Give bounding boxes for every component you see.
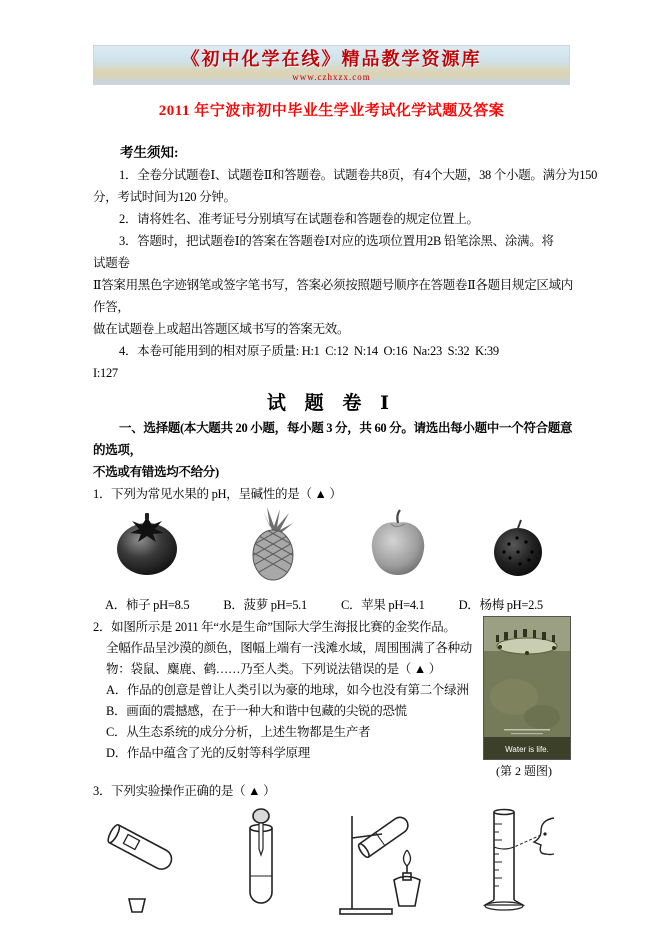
- multiple-choice-intro: [93, 417, 573, 483]
- q2-option-b: B．画面的震撼感，在于一种大和谐中包藏的尖锐的恐慌: [106, 704, 407, 718]
- notice-line: 2．请将姓名、准考证号分别填写在试题卷和答题卷的规定位置上。: [119, 212, 479, 226]
- q2-option-a: A．作品的创意是曾让人类引以为豪的地球，如今也没有第二个绿洲: [106, 683, 469, 697]
- q2-stem-line: 2．如图所示是 2011 年“水是生命”国际大学生海报比赛的金奖作品。: [93, 620, 456, 634]
- intro-line: 不选或有错选均不给分): [93, 465, 219, 479]
- notice-line: 1．全卷分试题卷Ⅰ、试题卷Ⅱ和答题卷。试题卷共8页，有4个大题，38 个小题。满分为150: [119, 168, 598, 182]
- q2-poster-image: [484, 617, 570, 759]
- notice-line: 做在试题卷上或超出答题区域书写的答案无效。: [93, 322, 350, 336]
- graduated-cylinder: [494, 812, 514, 900]
- document-title: 2011 年宁波市初中毕业生学业考试化学试题及答案: [158, 103, 505, 119]
- liquid-meniscus: [494, 847, 514, 849]
- pineapple-leaves: [263, 507, 293, 533]
- site-banner: [93, 45, 570, 85]
- bayberry-stem: [518, 520, 521, 528]
- lab-image-pour-solid-into-test-tube: [99, 807, 187, 924]
- notice-line: 分，考试时间为120 分钟。: [93, 190, 236, 204]
- fruit-image-persimmon: [111, 504, 183, 587]
- flame: [403, 850, 410, 866]
- eye: [543, 832, 546, 835]
- q1-option-c: C．苹果 pH=4.1: [340, 598, 425, 612]
- face-profile: [534, 818, 554, 855]
- q2-figure-caption: (第 2 题图): [496, 764, 552, 778]
- q1-option-b: B．菠萝 pH=5.1: [223, 598, 307, 612]
- alcohol-lamp-body: [394, 877, 420, 907]
- tilted-test-tube: [106, 823, 175, 872]
- poster-title-text: Water is life.: [505, 745, 549, 754]
- question-2: [93, 617, 570, 780]
- rubber-stopper: [129, 899, 145, 912]
- paper1-heading: 试 题 卷 Ⅰ: [266, 393, 397, 414]
- q2-option-c: C．从生态系统的成分分析，上述生物都是生产者: [106, 725, 371, 739]
- q1-options-row: [105, 595, 570, 613]
- q2-figure: [478, 617, 570, 780]
- q1-stem: 1．下列为常见水果的 pH，呈碱性的是（ ▲ ）: [93, 487, 342, 501]
- notice-heading: 考生须知:: [120, 145, 179, 160]
- q3-stem: 3．下列实验操作正确的是（ ▲ ）: [93, 784, 276, 798]
- fruit-image-pineapple: [237, 504, 309, 587]
- intro-line: 的选项，: [93, 443, 142, 457]
- intro-line: 一、选择题(本大题共 20 小题，每小题 3 分，共 60 分。请选出每小题中一个符合题意: [119, 421, 573, 435]
- q2-stem-line: 全幅作品呈沙漠的颜色，图幅上端有一浅滩水域，周围围满了各种动: [106, 641, 473, 655]
- notice-line: 试题卷: [93, 256, 130, 270]
- q2-stem-line: 物：袋鼠、麋鹿、鹤……乃至人类。下列说法错误的是（ ▲ ）: [106, 662, 441, 676]
- banner-brand-text: 《初中化学在线》精品教学资源库: [181, 49, 482, 69]
- notice-line: Ⅱ答案用黑色字迹钢笔或签字笔书写，答案必须按照题号顺序在答题卷Ⅱ各题目规定区域内: [93, 278, 573, 292]
- notice-line: 4．本卷可能用到的相对原子质量: H:1 C:12 N:14 O:16 Na:23 S:32 K:39: [119, 344, 499, 358]
- solid-tablet: [123, 835, 139, 850]
- q1-images-row: [93, 509, 570, 587]
- q2-text-block: [93, 617, 478, 780]
- scale-ticks: [494, 824, 502, 886]
- notice-line: I:127: [93, 366, 118, 380]
- stand-base: [340, 909, 392, 914]
- notice-block: [93, 164, 598, 384]
- q1-option-a: A．柿子 pH=8.5: [105, 598, 190, 612]
- q2-option-d: D．作品中蕴含了光的反射等科学原理: [106, 746, 310, 760]
- fruit-image-bayberry: [488, 512, 548, 587]
- apple-stem: [398, 510, 401, 523]
- lab-image-read-graduated-cylinder: [470, 804, 560, 924]
- lab-image-dropper-in-test-tube: [226, 804, 296, 924]
- sight-line: [514, 835, 541, 847]
- notice-line: 3．答题时，把试题卷Ⅰ的答案在答题卷Ⅰ对应的选项位置用2B 铅笔涂黑、涂满。将: [119, 234, 554, 248]
- lab-image-heat-test-tube-on-stand: [336, 804, 431, 924]
- dropper-bulb: [253, 809, 269, 823]
- notice-line: 作答，: [93, 300, 130, 314]
- dropper-tube: [259, 823, 263, 855]
- banner-site-url: www.czhxzx.com: [292, 72, 371, 82]
- q3-images-row: [93, 804, 570, 924]
- fruit-image-apple: [362, 504, 434, 587]
- q1-option-d: D．杨梅 pH=2.5: [458, 598, 543, 612]
